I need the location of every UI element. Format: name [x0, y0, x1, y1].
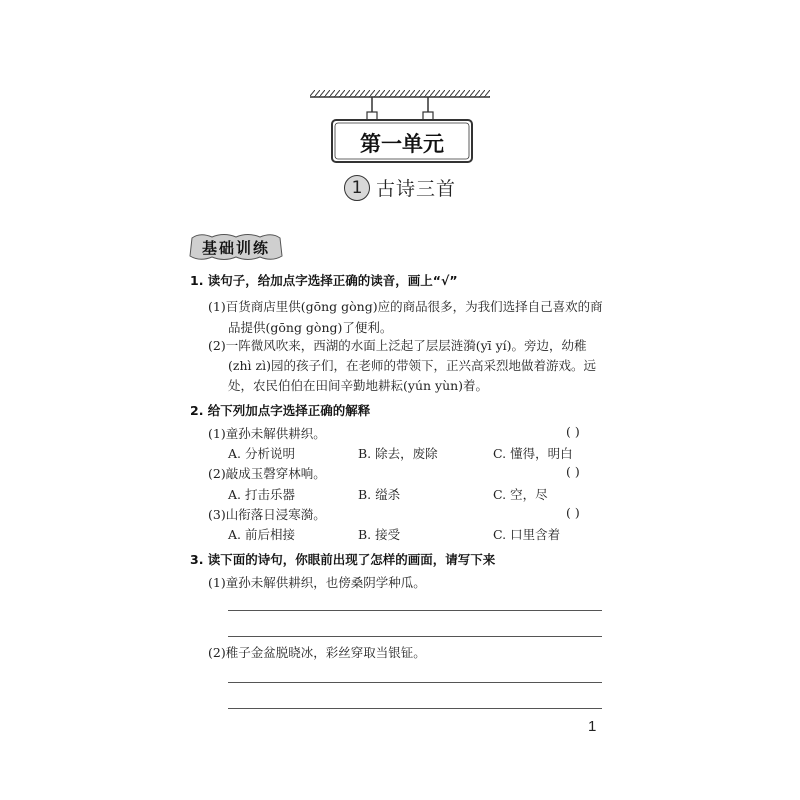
question-1-title: 1. 读句子，给加点字选择正确的读音，画上“√” — [190, 273, 458, 288]
unit-header — [0, 0, 800, 170]
q2-item-2-choice-a[interactable]: A. 打击乐器 — [228, 487, 295, 502]
question-3-title: 3. 读下面的诗句，你眼前出现了怎样的画面，请写下来 — [190, 552, 496, 567]
q2-item-2-answer-blank[interactable]: ( ) — [566, 464, 580, 479]
q3-poem-2: (2)稚子金盆脱晓冰，彩丝穿取当银钲。 — [208, 645, 426, 660]
lesson-number: 1 — [344, 175, 370, 201]
q1-sentence-1-line-1: (1)百货商店里供(gōng gòng)应的商品很多，为我们选择自己喜欢的商 — [208, 299, 603, 314]
q1-sentence-2-line-2: (zhì zì)园的孩子们，在老师的带领下，正兴高采烈地做着游戏。远 — [228, 358, 596, 373]
lesson-heading — [0, 174, 800, 201]
q3-poem-1: (1)童孙未解供耕织，也傍桑阴学种瓜。 — [208, 575, 426, 590]
lesson-title: 古诗三首 — [375, 178, 456, 200]
q2-item-1-choice-c[interactable]: C. 懂得，明白 — [493, 446, 573, 461]
q2-item-3-choice-b[interactable]: B. 接受 — [358, 527, 401, 542]
q2-item-2-choice-b[interactable]: B. 缢杀 — [358, 487, 401, 502]
q2-item-3-choice-c[interactable]: C. 口里含着 — [493, 527, 561, 542]
section-title: 基础训练 — [201, 239, 270, 257]
q1-sentence-2-line-3: 处，农民伯伯在田间辛勤地耕耘(yún yùn)着。 — [228, 378, 489, 393]
q2-item-2-choice-c[interactable]: C. 空，尽 — [493, 487, 548, 502]
q3-answer-line-4[interactable] — [228, 708, 602, 709]
section-badge — [188, 232, 284, 262]
q3-answer-line-2[interactable] — [228, 636, 602, 637]
q2-item-3-choice-a[interactable]: A. 前后相接 — [228, 527, 295, 542]
q2-item-3-stem: (3)山衔落日浸寒漪。 — [208, 507, 326, 522]
q3-answer-line-3[interactable] — [228, 682, 602, 683]
q2-item-1-choice-b[interactable]: B. 除去，废除 — [358, 446, 438, 461]
q2-item-3-answer-blank[interactable]: ( ) — [566, 505, 580, 520]
q1-sentence-2-line-1: (2)一阵微风吹来，西湖的水面上泛起了层层涟漪(yī yí)。旁边，幼稚 — [208, 338, 587, 353]
question-2-title: 2. 给下列加点字选择正确的解释 — [190, 403, 371, 418]
q2-item-1-answer-blank[interactable]: ( ) — [566, 424, 580, 439]
q1-sentence-1-line-2: 品提供(gōng gòng)了便利。 — [228, 320, 393, 335]
q2-item-2-stem: (2)敲成玉磬穿林响。 — [208, 466, 326, 481]
page-number: 1 — [588, 718, 597, 735]
q2-item-1-choice-a[interactable]: A. 分析说明 — [228, 446, 295, 461]
q3-answer-line-1[interactable] — [228, 610, 602, 611]
unit-title: 第一单元 — [360, 132, 444, 156]
q2-item-1-stem: (1)童孙未解供耕织。 — [208, 426, 326, 441]
